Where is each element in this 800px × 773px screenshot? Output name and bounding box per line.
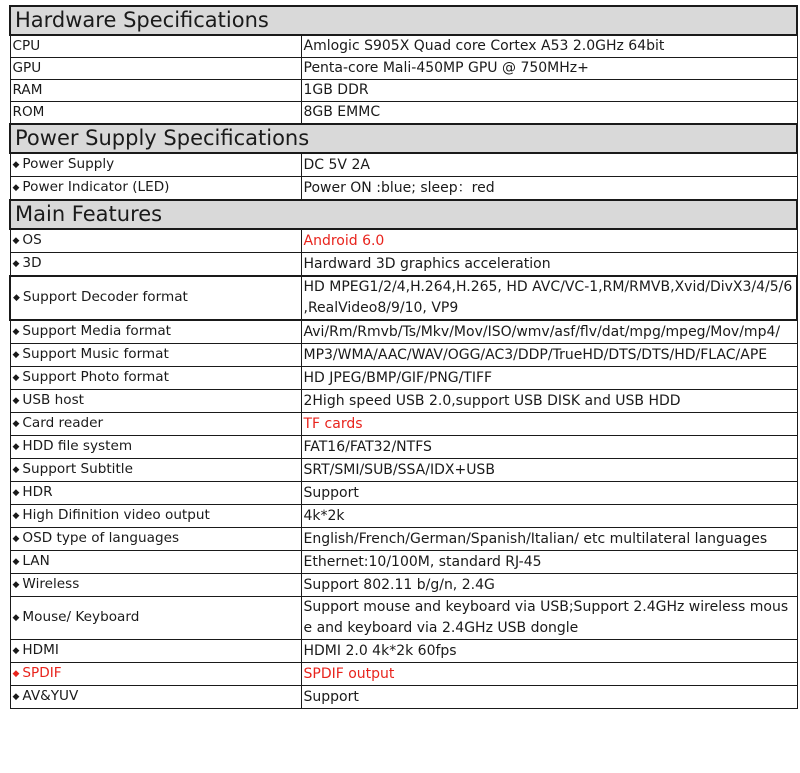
bullet-icon: ◆ (12, 183, 20, 193)
spec-value-music: MP3/WMA/AAC/WAV/OGG/AC3/DDP/TrueHD/DTS/DTS/HD/FLAC/APE (301, 344, 797, 367)
spec-label-hdd-fs (10, 436, 301, 459)
spec-label-wireless (10, 574, 301, 597)
spec-value-av-yuv: Support (301, 686, 797, 709)
bullet-icon: ◆ (12, 236, 20, 246)
table-row (10, 574, 797, 597)
spec-value-video-output: 4k*2k (301, 505, 797, 528)
table-row-highlighted (10, 276, 797, 320)
bullet-icon: ◆ (12, 442, 20, 452)
table-row (10, 177, 797, 201)
table-row (10, 686, 797, 709)
bullet-icon: ◆ (12, 646, 20, 656)
spec-label-os (10, 229, 301, 253)
spec-value-mouse-keyboard: Support mouse and keyboard via USB;Support 2.4GHz wireless mouse and keyboard via 2.4GHz USB dongle (301, 597, 797, 640)
section-header-hardware (10, 6, 797, 35)
bullet-icon: ◆ (12, 511, 20, 521)
spec-label-photo (10, 367, 301, 390)
section-header-main-features (10, 200, 797, 229)
spec-value-rom: 8GB EMMC (301, 102, 797, 125)
spec-label-spdif (10, 663, 301, 686)
bullet-icon: ◆ (12, 465, 20, 475)
spec-value-power-supply: DC 5V 2A (301, 153, 797, 177)
spec-value-ram: 1GB DDR (301, 80, 797, 102)
bullet-icon: ◆ (12, 692, 20, 702)
spec-value-os: Android 6.0 (301, 229, 797, 253)
spec-label-av-yuv (10, 686, 301, 709)
table-row (10, 459, 797, 482)
label-text: High Difinition video output (22, 507, 210, 523)
spec-label-usb-host (10, 390, 301, 413)
spec-value-3d: Hardward 3D graphics acceleration (301, 253, 797, 277)
bullet-icon: ◆ (13, 293, 20, 303)
bullet-icon: ◆ (12, 327, 20, 337)
label-text: LAN (22, 553, 50, 569)
spec-value-usb-host: 2High speed USB 2.0,support USB DISK and USB HDD (301, 390, 797, 413)
bullet-icon: ◆ (12, 350, 20, 360)
table-row (10, 551, 797, 574)
spec-value-photo: HD JPEG/BMP/GIF/PNG/TIFF (301, 367, 797, 390)
spec-label-3d (10, 253, 301, 277)
table-row (10, 597, 797, 640)
label-text: HDR (22, 484, 53, 500)
spec-label-power-supply (10, 153, 301, 177)
bullet-icon: ◆ (12, 669, 20, 679)
spec-value-hdmi: HDMI 2.0 4k*2k 60fps (301, 640, 797, 663)
table-row (10, 390, 797, 413)
label-text: HDMI (22, 642, 59, 658)
spec-value-media: Avi/Rm/Rmvb/Ts/Mkv/Mov/ISO/wmv/asf/flv/dat/mpg/mpeg/Mov/mp4/ (301, 320, 797, 344)
bullet-icon: ◆ (12, 160, 20, 170)
table-row (10, 35, 797, 58)
bullet-icon: ◆ (12, 259, 20, 269)
table-row (10, 528, 797, 551)
section-header-power (10, 124, 797, 153)
label-text: Support Music format (22, 346, 169, 362)
bullet-icon: ◆ (12, 488, 20, 498)
table-row (10, 344, 797, 367)
bullet-icon: ◆ (12, 396, 20, 406)
spec-label-ram: RAM (10, 80, 301, 102)
bullet-icon: ◆ (12, 580, 20, 590)
section-title: Main Features (10, 200, 797, 229)
table-row (10, 153, 797, 177)
spec-value-hdr: Support (301, 482, 797, 505)
spec-value-gpu: Penta-core Mali-450MP GPU @ 750MHz+ (301, 58, 797, 80)
label-text: Power Indicator (LED) (22, 179, 170, 195)
bullet-icon: ◆ (12, 419, 20, 429)
label-text: Support Photo format (22, 369, 169, 385)
section-title: Hardware Specifications (10, 6, 797, 35)
table-row (10, 80, 797, 102)
spec-value-lan: Ethernet:10/100M, standard RJ-45 (301, 551, 797, 574)
table-row (10, 413, 797, 436)
spec-label-decoder (10, 276, 301, 320)
label-text: OS (22, 232, 42, 248)
table-row (10, 663, 797, 686)
label-text: Power Supply (22, 156, 115, 172)
spec-value-decoder: HD MPEG1/2/4,H.264,H.265, HD AVC/VC-1,RM/RMVB,Xvid/DivX3/4/5/6 ,RealVideo8/9/10, VP9 (301, 276, 797, 320)
label-text: USB host (22, 392, 84, 408)
bullet-icon: ◆ (12, 557, 20, 567)
spec-label-card-reader (10, 413, 301, 436)
spec-label-music (10, 344, 301, 367)
table-row (10, 102, 797, 125)
spec-value-spdif: SPDIF output (301, 663, 797, 686)
spec-label-media (10, 320, 301, 344)
spec-value-hdd-fs: FAT16/FAT32/NTFS (301, 436, 797, 459)
table-row (10, 229, 797, 253)
spec-label-power-indicator (10, 177, 301, 201)
spec-label-osd-languages (10, 528, 301, 551)
section-title: Power Supply Specifications (10, 124, 797, 153)
spec-value-card-reader: TF cards (301, 413, 797, 436)
spec-value-osd-languages: English/French/German/Spanish/Italian/ etc multilateral languages (301, 528, 797, 551)
table-row (10, 640, 797, 663)
label-text: SPDIF (22, 665, 62, 681)
bullet-icon: ◆ (12, 534, 20, 544)
label-text: HDD file system (22, 438, 133, 454)
label-text: Mouse/ Keyboard (22, 609, 140, 625)
table-row (10, 367, 797, 390)
table-row (10, 58, 797, 80)
spec-label-gpu: GPU (10, 58, 301, 80)
spec-label-mouse-keyboard (10, 597, 301, 640)
spec-label-hdmi (10, 640, 301, 663)
label-text: Card reader (22, 415, 104, 431)
label-text: Support Subtitle (22, 461, 133, 477)
spec-value-power-indicator: Power ON :blue; sleep：red (301, 177, 797, 201)
label-text: Wireless (22, 576, 80, 592)
label-text: Support Decoder format (22, 289, 188, 305)
table-row (10, 436, 797, 459)
spec-value-wireless: Support 802.11 b/g/n, 2.4G (301, 574, 797, 597)
spec-label-cpu: CPU (10, 35, 301, 58)
label-text: AV&YUV (22, 688, 79, 704)
label-text: 3D (22, 255, 42, 271)
table-row (10, 253, 797, 277)
label-text: Support Media format (22, 323, 171, 339)
spec-label-hdr (10, 482, 301, 505)
spec-label-lan (10, 551, 301, 574)
spec-value-subtitle: SRT/SMI/SUB/SSA/IDX+USB (301, 459, 797, 482)
spec-label-subtitle (10, 459, 301, 482)
spec-table (9, 5, 798, 709)
bullet-icon: ◆ (12, 373, 20, 383)
table-row (10, 482, 797, 505)
table-row (10, 505, 797, 528)
spec-value-cpu: Amlogic S905X Quad core Cortex A53 2.0GHz 64bit (301, 35, 797, 58)
spec-label-rom: ROM (10, 102, 301, 125)
bullet-icon: ◆ (12, 613, 20, 623)
spec-label-video-output (10, 505, 301, 528)
label-text: OSD type of languages (22, 530, 180, 546)
table-row (10, 320, 797, 344)
